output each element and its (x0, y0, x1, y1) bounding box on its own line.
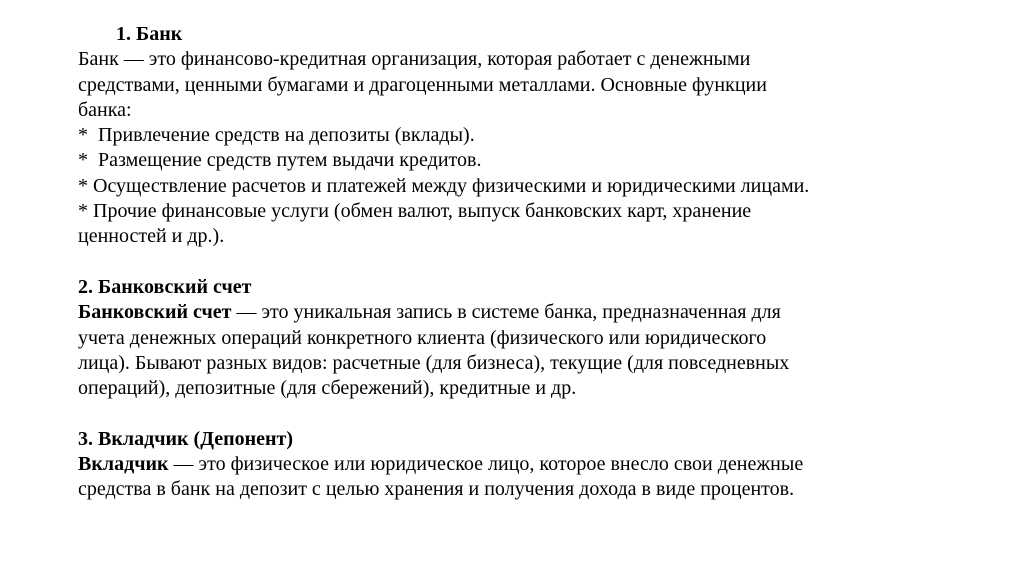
list-item (78, 174, 978, 199)
section-heading-depositor: 3. Вкладчик (Депонент) (78, 427, 293, 450)
paragraph-line (78, 224, 978, 249)
paragraph-line (78, 300, 978, 325)
paragraph-line (78, 351, 978, 376)
list-item-text: * Осуществление расчетов и платежей между физическими и юридическими лицами. (78, 174, 810, 197)
list-item-text: * Размещение средств путем выдачи кредитов. (78, 149, 482, 172)
paragraph-text: — это физическое или юридическое лицо, которое внесло свои денежные (168, 453, 804, 476)
paragraph-text: банка: (78, 98, 132, 121)
paragraph-text: учета денежных операций конкретного клиента (физического или юридического (78, 326, 767, 349)
paragraph-text: ценностей и др.). (78, 225, 225, 248)
paragraph-line (78, 376, 978, 401)
list-item-text: * Привлечение средств на депозиты (вклады). (78, 124, 475, 147)
paragraph-text: операций), депозитные (для сбережений), кредитные и др. (78, 377, 577, 400)
paragraph-line (78, 47, 978, 72)
term-bold: Вкладчик (78, 453, 169, 476)
section-heading-bank-account: 2. Банковский счет (78, 275, 252, 298)
document-body (78, 22, 978, 503)
paragraph-text: — это уникальная запись в системе банка, предназначенная для (231, 301, 781, 324)
paragraph-line (78, 98, 978, 123)
section-heading-bank: 1. Банк (116, 23, 183, 45)
paragraph-text: лица). Бывают разных видов: расчетные (для бизнеса), текущие (для повседневных (78, 351, 790, 374)
section-spacer (78, 250, 978, 275)
paragraph-text: Банк — это финансово-кредитная организация, которая работает с денежными (78, 48, 751, 71)
term-bold: Банковский счет (78, 301, 232, 324)
paragraph-line (78, 452, 978, 477)
list-item (78, 148, 978, 173)
paragraph-text: средства в банк на депозит с целью хранения и получения дохода в виде процентов. (78, 478, 795, 501)
paragraph-line (78, 477, 978, 502)
paragraph-text: средствами, ценными бумагами и драгоценными металлами. Основные функции (78, 73, 767, 96)
paragraph-line (78, 73, 978, 98)
section-spacer (78, 401, 978, 426)
list-item (78, 123, 978, 148)
list-item-text: * Прочие финансовые услуги (обмен валют, выпуск банковских карт, хранение (78, 200, 752, 223)
paragraph-line (78, 326, 978, 351)
list-item (78, 199, 978, 224)
